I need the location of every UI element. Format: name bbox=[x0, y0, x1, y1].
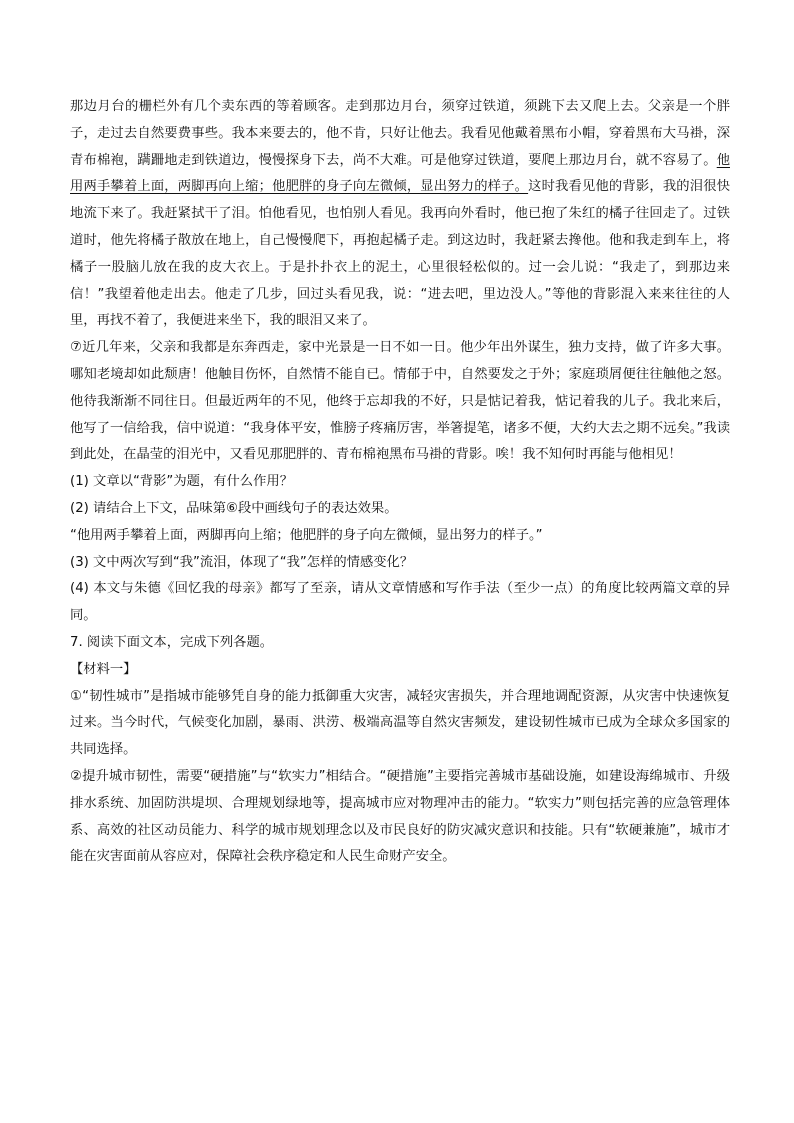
passage-paragraph-7: ⑦近几年来，父亲和我都是东奔西走，家中光景是一日不如一日。他少年出外谋生，独力支持，做了许多大事。哪知老境却如此颓唐！他触目伤怀，自然情不能自已。情郁于中，自然要发之于外；家庭琐屑便往往触他之怒。他待我渐渐不同往日。但最近两年的不见，他终于忘却我的不好，只是惦记着我，惦记着我的儿子。我北来后，他写了一信给我，信中说道：“我身体平安，惟膀子疼痛厉害，举箸提笔，诸多不便，大约大去之期不远矣。”我读到此处，在晶莹的泪光中，又看见那肥胖的、青布棉袍黑布马褂的背影。唉！我不知何时再能与他相见！ bbox=[70, 340, 730, 463]
question-4: (4) 本文与朱德《回忆我的母亲》都写了至亲，请从文章情感和写作手法（至少一点）的角度比较两篇文章的异同。 bbox=[70, 581, 730, 624]
passage-text: 那边月台的栅栏外有几个卖东西的等着顾客。走到那边月台，须穿过铁道，须跳下去又爬上去。父亲是一个胖子，走过去自然要费事些。我本来要去的，他不肯，只好让他去。我看见他戴着黑布小帽，穿着黑布大马褂，深青布棉袍，蹒跚地走到铁道边，慢慢探身下去，尚不大难。可是他穿过铁道，要爬上那边月台，就不容易了。 bbox=[70, 99, 730, 168]
passage-text: 这时我看见他的背影，我的泪很快地流下来了。我赶紧拭干了泪。怕他看见，也怕别人看见。我再向外看时，他已抱了朱红的橘子往回走了。过铁道时，他先将橘子散放在地上，自己慢慢爬下，再抱起橘子走。到这边时，我赶紧去搀他。他和我走到车上，将橘子一股脑儿放在我的皮大衣上。于是扑扑衣上的泥土，心里很轻松似的。过一会儿说：“我走了，到那边来信！”我望着他走出去。他走了几步，回过头看见我，说：“进去吧，里边没人。”等他的背影混入来来往往的人里，再找不着了，我便进来坐下，我的眼泪又来了。 bbox=[70, 179, 731, 329]
question-7-heading: 7. 阅读下面文本，完成下列各题。 bbox=[70, 634, 274, 650]
material-1-heading: 【材料一】 bbox=[70, 661, 137, 677]
question-1: (1) 文章以“背影”为题，有什么作用？ bbox=[70, 474, 293, 490]
material-1-paragraph-2: ②提升城市韧性，需要“硬措施”与“软实力”相结合。“硬措施”主要指完善城市基础设施，如建设海绵城市、升级排水系统、加固防洪堤坝、合理规划绿地等，提高城市应对物理冲击的能力。“软实力”则包括完善的应急管理体系、高效的社区动员能力、科学的城市规划理念以及市民良好的防灾减灾意识和技能。只有“软硬兼施”，城市才能在灾害面前从容应对，保障社会秩序稳定和人民生命财产安全。 bbox=[70, 768, 730, 865]
passage-paragraph-6 bbox=[70, 94, 730, 335]
underlined-sentence: 他用两手攀着上面，两脚再向上缩；他肥胖的身子向左微倾，显出努力的样子。 bbox=[70, 152, 730, 195]
question-2-quote: “他用两手攀着上面，两脚再向上缩；他肥胖的身子向左微倾，显出努力的样子。” bbox=[70, 527, 543, 543]
document-body bbox=[70, 94, 730, 871]
material-1-paragraph-1: ①“韧性城市”是指城市能够凭自身的能力抵御重大灾害，减轻灾害损失，并合理地调配资源，从灾害中快速恢复过来。当今时代，气候变化加剧，暴雨、洪涝、极端高温等自然灾害频发，建设韧性城市已成为全球众多国家的共同选择。 bbox=[70, 688, 730, 758]
question-3: (3) 文中两次写到“我”流泪，体现了“我”怎样的情感变化？ bbox=[70, 554, 414, 570]
question-2: (2) 请结合上下文，品味第⑥段中画线句子的表达效果。 bbox=[70, 500, 398, 516]
